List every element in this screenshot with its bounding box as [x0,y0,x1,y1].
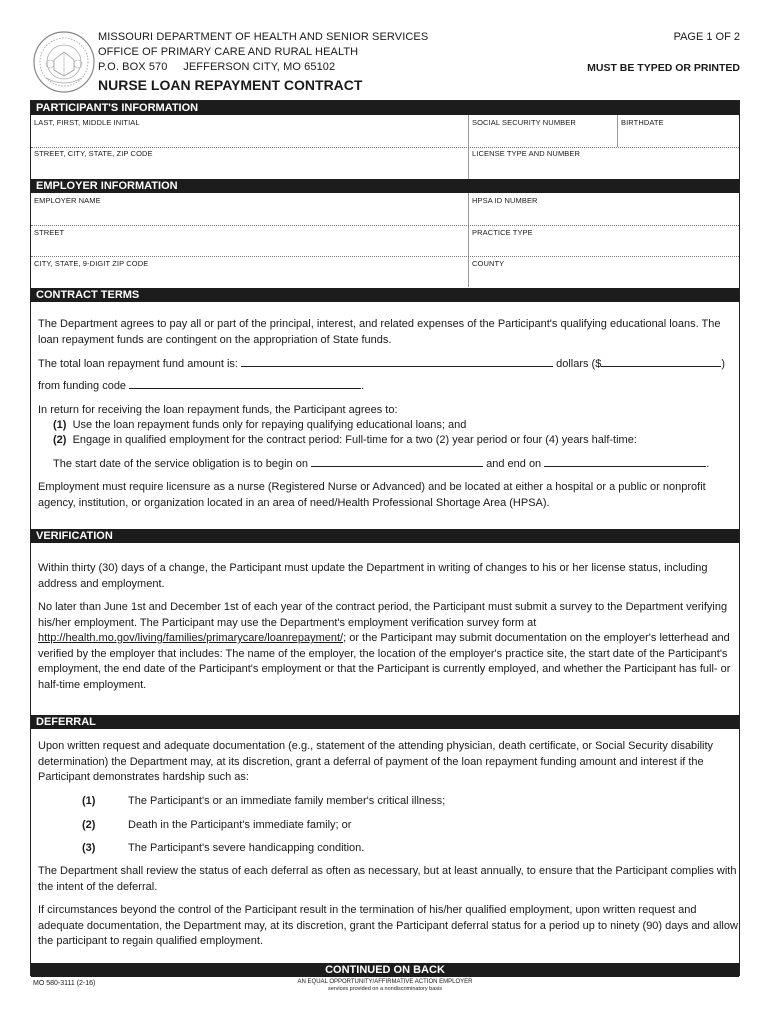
mailing-address: P.O. BOX 570 JEFFERSON CITY, MO 65102 [98,61,336,73]
form-number: MO 580-3111 (2-16) [33,980,96,987]
verification-paragraph-2: No later than June 1st and December 1st of each year of the contract period, the Participant must submit a survey to the Department verifying his/her employment. The Participant may use the Department's employment verification survey form at http://health.mo.gov/living/families/primarycare/loanrepayment/; or the Participant may submit documentation on the employer's letterhead and verified by the employer that includes: The name of the employer, the location of the employer's practice site, the start date of the Participant's employment, the end date of the Participant's employment or that the Participant is currently employed, and whether the Participant has full- or half-time employment. [38,601,731,691]
employer-section-header: EMPLOYER INFORMATION [31,179,739,193]
contract-intro-paragraph: The Department agrees to pay all or part of the principal, interest, and related expenses of the Participant's qualifying educational loans. The loan repayment funds are contingent on the appropriation of State funds. [38,318,721,346]
verification-paragraph-1: Within thirty (30) days of a change, the Participant must update the Department in writing of changes to his or her license status, including address and employment. [38,562,708,590]
verification-section-header: VERIFICATION [31,529,739,543]
form-title: NURSE LOAN REPAYMENT CONTRACT [98,77,363,93]
office-name: OFFICE OF PRIMARY CARE AND RURAL HEALTH [98,46,359,58]
deferral-paragraph-2: The Department shall review the status of each deferral as often as necessary, but at least annually, to ensure that the Participant complies with the intent of the deferral. [38,865,737,893]
hpsa-id-field[interactable]: HPSA ID NUMBER [472,196,538,205]
start-date-blank[interactable] [311,456,483,467]
participant-address-field[interactable]: STREET, CITY, STATE, ZIP CODE [34,149,153,158]
employment-requirement-paragraph: Employment must require licensure as a nurse (Registered Nurse or Advanced) and be located at either a hospital or a public or nonprofit agency, institution, or organization located in an area of need/Health Professional Shortage Area (HPSA). [38,481,706,509]
end-date-blank[interactable] [544,456,706,467]
service-dates-line: The start date of the service obligation is to begin on and end on . [53,458,710,470]
missouri-seal-icon [32,30,96,94]
employer-name-field[interactable]: EMPLOYER NAME [34,196,101,205]
contract-item-2: (2) Engage in qualified employment for the contract period: Full-time for a two (2) year period or four (4) years half-time: [53,434,637,446]
department-name: MISSOURI DEPARTMENT OF HEALTH AND SENIOR SERVICES [98,31,429,43]
employer-city-field[interactable]: CITY, STATE, 9-DIGIT ZIP CODE [34,259,149,268]
practice-type-field[interactable]: PRACTICE TYPE [472,228,533,237]
deferral-item-3: (3) The Participant's severe handicapping condition. [82,842,365,854]
license-field[interactable]: LICENSE TYPE AND NUMBER [472,149,581,158]
print-instruction: MUST BE TYPED OR PRINTED [587,62,740,74]
continued-on-back-banner: CONTINUED ON BACK [31,963,739,977]
deferral-section-header: DEFERRAL [31,715,739,729]
funding-code-blank[interactable] [129,378,361,389]
eeo-statement: AN EQUAL OPPORTUNITY/AFFIRMATIVE ACTION EMPLOYER services provided on a nondiscriminatory basis [297,979,473,992]
participant-section-header: PARTICIPANT'S INFORMATION [31,101,739,115]
deferral-item-2: (2) Death in the Participant's immediate family; or [82,819,352,831]
county-field[interactable]: COUNTY [472,259,505,268]
amount-dollars-blank[interactable] [601,356,721,367]
return-intro: In return for receiving the loan repayment funds, the Participant agrees to: [38,404,398,416]
birthdate-field[interactable]: BIRTHDATE [621,118,664,127]
funding-code-line: from funding code . [38,380,365,392]
loan-repayment-link[interactable]: http://health.mo.gov/living/families/primarycare/loanrepayment/ [38,632,344,644]
contract-item-1: (1) Use the loan repayment funds only for repaying qualifying educational loans; and [53,419,467,431]
total-amount-line: The total loan repayment fund amount is: dollars ($ ) [38,358,725,370]
deferral-item-1: (1) The Participant's or an immediate family member's critical illness; [82,795,446,807]
contract-form [30,100,740,976]
ssn-field[interactable]: SOCIAL SECURITY NUMBER [472,118,576,127]
deferral-paragraph-3: If circumstances beyond the control of the Participant result in the termination of his/her qualified employment, upon written request and adequate documentation, the Department may, at its discretion, grant the Participant deferral status for a period up to ninety (90) days and allow the participant to regain qualified employment. [38,904,738,947]
amount-words-blank[interactable] [241,356,553,367]
employer-street-field[interactable]: STREET [34,228,65,237]
participant-name-field[interactable]: LAST, FIRST, MIDDLE INITIAL [34,118,140,127]
contract-section-header: CONTRACT TERMS [31,288,739,302]
deferral-paragraph-1: Upon written request and adequate documentation (e.g., statement of the attending physician, death certificate, or Social Security disability determination) the Department may, at its discretion, grant a deferral of payment of the loan repayment funding amount and interest if the Participant demonstrates hardship such as: [38,740,714,783]
page-number: PAGE 1 OF 2 [673,31,740,43]
